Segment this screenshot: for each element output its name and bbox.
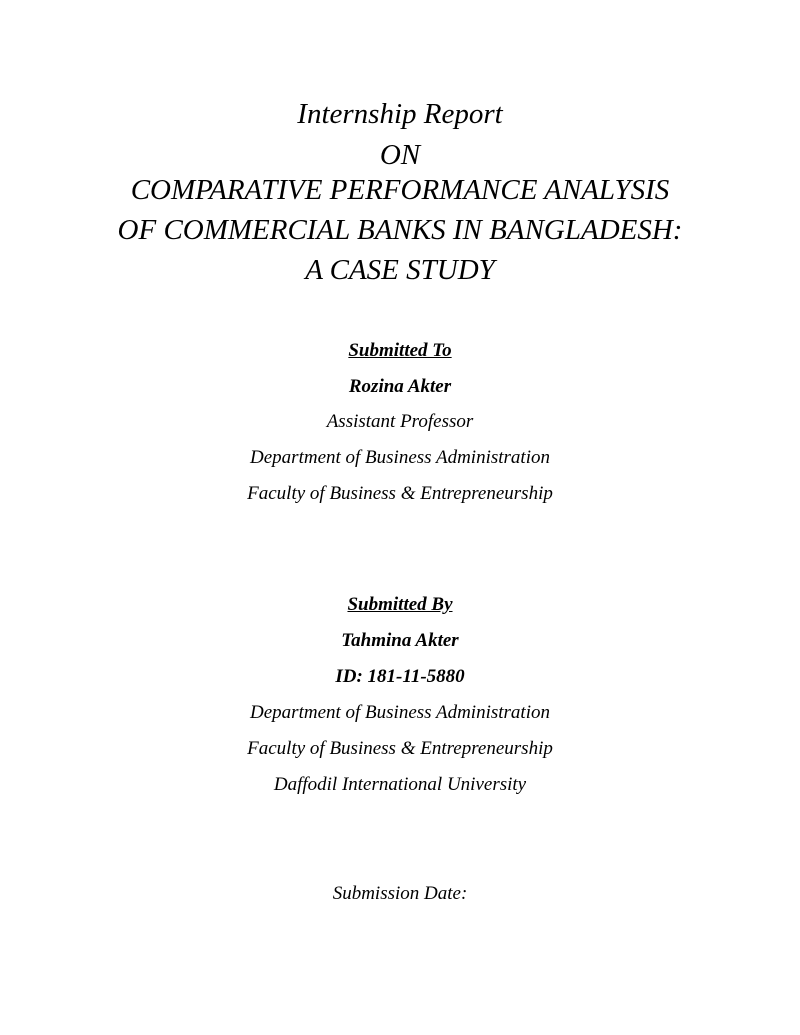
student-department: Department of Business Administration xyxy=(250,702,550,723)
report-title-line-2: OF COMMERCIAL BANKS IN BANGLADESH: xyxy=(117,214,683,246)
student-university: Daffodil International University xyxy=(273,774,527,795)
submitted-to-heading: Submitted To xyxy=(348,340,452,361)
supervisor-designation: Assistant Professor xyxy=(326,411,474,432)
submission-date-label: Submission Date: xyxy=(332,883,468,904)
title-on: ON xyxy=(379,139,421,171)
report-type-title: Internship Report xyxy=(297,98,503,130)
supervisor-department: Department of Business Administration xyxy=(250,447,550,468)
report-title-line-1: COMPARATIVE PERFORMANCE ANALYSIS xyxy=(130,174,670,206)
student-faculty: Faculty of Business & Entrepreneurship xyxy=(247,738,553,759)
submitted-by-heading: Submitted By xyxy=(347,594,453,615)
report-title-line-3: A CASE STUDY xyxy=(305,254,495,286)
supervisor-faculty: Faculty of Business & Entrepreneurship xyxy=(247,483,553,504)
student-id: ID: 181-11-5880 xyxy=(335,666,465,687)
supervisor-name: Rozina Akter xyxy=(348,376,452,397)
student-name: Tahmina Akter xyxy=(341,630,459,651)
